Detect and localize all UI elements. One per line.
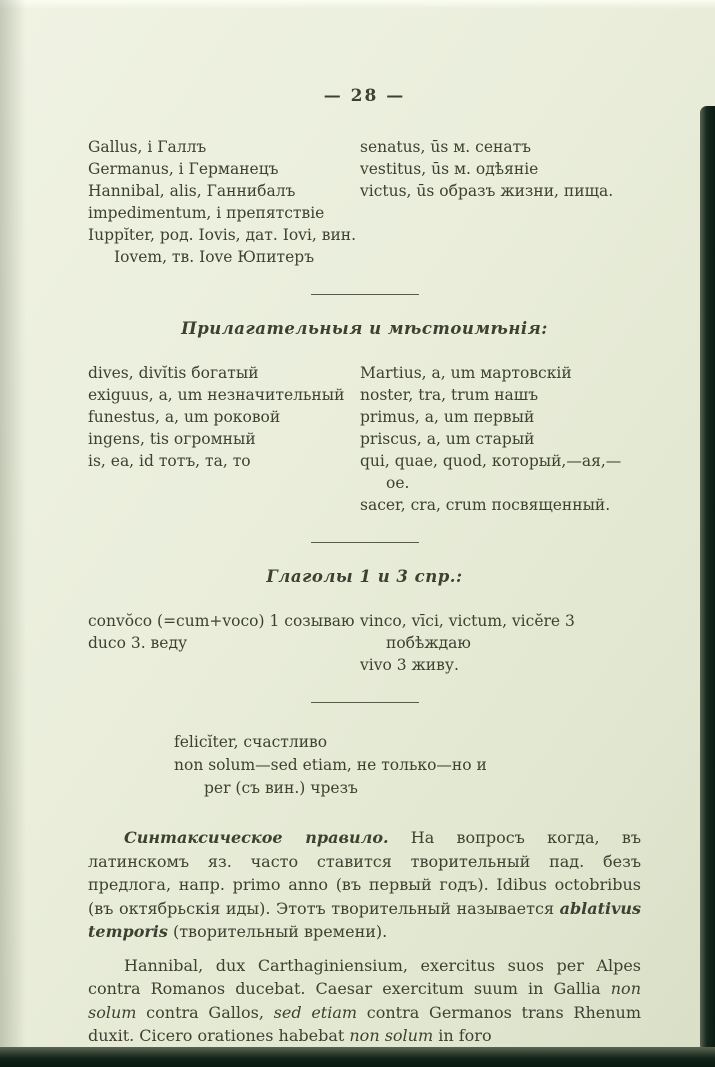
vocab-adjectives-right-column [360, 362, 641, 516]
misc-vocab-line: felicĭter, счастливо [174, 733, 328, 751]
latin-phrase-italic: sed etiam [273, 1002, 358, 1022]
vocab-entry: vinco, vīci, victum, vicĕre 3 побѣждаю [360, 612, 575, 652]
separator-rule [311, 702, 419, 703]
vocab-entry: vivo 3 живу. [360, 656, 459, 674]
vocab-entry: duco 3. веду [88, 634, 188, 652]
syntax-rule-text: (творительный времени). [167, 922, 388, 941]
section-heading-adjectives: Прилагательныя и мѣстоимѣнія: [181, 319, 548, 338]
latin-phrase-italic: non solum [88, 979, 641, 1022]
paragraph-syntax-rule [88, 826, 641, 944]
misc-vocab-line: non solum—sed etiam, не только—но и [174, 756, 487, 774]
vocab-section-verbs [88, 610, 641, 676]
vocab-entry: dives, divĭtis богатый [88, 364, 259, 382]
vocab-entry: Hannibal, alis, Ганнибалъ [88, 182, 296, 200]
vocab-entry: sacer, cra, crum посвященный. [360, 496, 611, 514]
separator-rule [311, 542, 419, 543]
vocab-entry: funestus, a, um роковой [88, 408, 281, 426]
book-binding-edge-right [700, 106, 715, 1052]
vocab-section-nouns [88, 136, 641, 268]
vocab-verbs-left-column [88, 610, 360, 676]
vocab-nouns-left-column [88, 136, 360, 268]
vocab-entry: is, ea, id тотъ, та, то [88, 452, 251, 470]
vocab-verbs-right-column [360, 610, 641, 676]
vocab-entry: Germanus, i Германецъ [88, 160, 279, 178]
syntax-rule-lead: Синтаксическое правило. [124, 828, 389, 847]
vocab-entry: primus, a, um первый [360, 408, 535, 426]
syntax-rule-text: На вопросъ когда, въ латинскомъ яз. часто ставится творительный пад. безъ предлога, напр. primo anno (въ первый годъ). Idibus octobribus (въ октябрьскія иды). Этотъ творительный называется [88, 828, 642, 918]
vocab-entry: senatus, ūs м. сенатъ [360, 138, 532, 156]
page-number: — 28 — [323, 86, 406, 106]
vocab-section-adjectives [88, 362, 641, 516]
vocab-entry: noster, tra, trum нашъ [360, 386, 539, 404]
vocab-entry: Gallus, i Галлъ [88, 138, 207, 156]
book-binding-edge-bottom [0, 1047, 715, 1067]
section-heading-verbs: Глаголы 1 и 3 спр.: [266, 567, 463, 586]
latin-example-text: Hannibal, dux Carthaginiensium, exercitus suos per Alpes contra Romanos ducebat. Caesar exercitum suum in Gallia [88, 955, 641, 998]
misc-vocab-block [174, 731, 641, 800]
latin-example-text: contra Germanos trans Rhenum duxit. Cicero orationes habebat [88, 1002, 641, 1045]
vocab-entry: impedimentum, i препятствіе [88, 204, 325, 222]
vocab-entry: Martius, a, um мартовскій [360, 364, 572, 382]
separator-rule [311, 294, 419, 295]
latin-phrase-italic: non solum [349, 1026, 434, 1045]
page-edge-highlight-top [0, 0, 715, 9]
vocab-entry: ingens, tis огромный [88, 430, 256, 448]
latin-term-italic: ablativus temporis [88, 898, 641, 941]
vocab-entry: vestitus, ūs м. одѣяніе [360, 160, 539, 178]
vocab-entry: convŏco (=cum+voco) 1 созываю [88, 612, 355, 630]
vocab-adjectives-left-column [88, 362, 360, 516]
vocab-entry: Iuppĭter, род. Iovis, дат. Iovi, вин. Iovem, тв. Iove Юпитеръ [88, 226, 357, 266]
latin-example-text: contra Gallos, [136, 1002, 274, 1022]
vocab-entry: exiguus, a, um незначительный [88, 386, 345, 404]
vocab-entry: qui, quae, quod, который,—ая,—ое. [360, 452, 622, 492]
misc-vocab-line: per (съ вин.) чрезъ [204, 779, 358, 797]
vocab-entry: victus, ūs образъ жизни, пища. [360, 182, 614, 200]
page-edge-shadow-left [0, 0, 26, 1067]
vocab-nouns-right-column [360, 136, 641, 268]
latin-example-text: in foro [433, 1026, 492, 1045]
paragraph-latin-examples [88, 954, 641, 1048]
vocab-entry: priscus, a, um старый [360, 430, 535, 448]
